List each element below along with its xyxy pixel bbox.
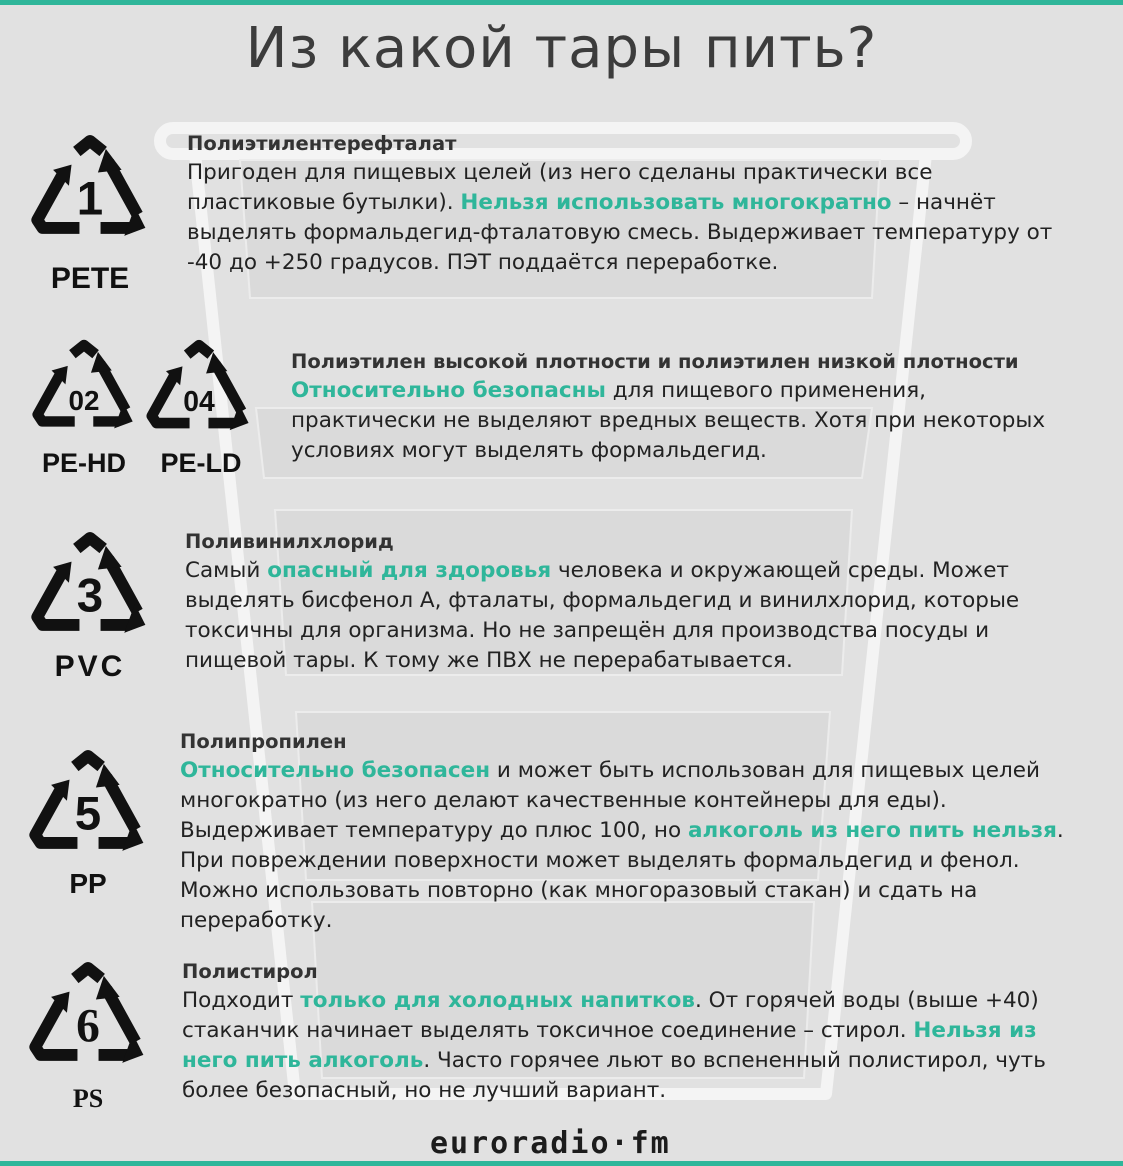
- code-label-pete: PETE: [50, 262, 130, 295]
- section-text: . От горячей воды (выше +40) стаканчик начинает выделять токсичное соединение – стирол.: [182, 988, 1039, 1043]
- code-label-pvc: PVC: [54, 650, 126, 683]
- resin-code-number: 04: [183, 386, 215, 419]
- section-heading: Полипропилен: [180, 730, 347, 753]
- highlight-text: Нельзя использовать многократно: [460, 190, 892, 215]
- recycle-icon-pp: [22, 748, 154, 864]
- resin-code-number: 02: [68, 384, 100, 416]
- recycle-icon-pvc: [24, 530, 156, 646]
- recycle-icon-pe-ld: [140, 338, 258, 442]
- highlight-text: только для холодных напитков: [300, 988, 695, 1013]
- recycle-icon-pe-hd: [26, 338, 142, 440]
- recycle-icon-ps: [22, 960, 154, 1076]
- code-label-pp: PP: [69, 868, 107, 899]
- bottom-accent-bar: [0, 1161, 1123, 1166]
- section-heading: Полиэтилен высокой плотности и полиэтилен низкой плотности: [291, 350, 1019, 373]
- recycle-icon-pete: [24, 133, 156, 249]
- section-heading: Поливинилхлорид: [185, 530, 394, 553]
- section-heading: Полиэтилентерефталат: [187, 132, 457, 155]
- code-label-pe-hd: PE-HD: [41, 448, 126, 478]
- section-text: Пригоден для пищевых целей (из него сделаны практически все пластиковые бутылки).: [187, 160, 933, 215]
- section-text: . Часто горячее льют во вспененный полистирол, чуть более безопасный, но не лучший вариант.: [182, 1048, 1046, 1103]
- highlight-text: опасный для здоровья: [267, 558, 552, 583]
- recycle-triangle-icon: [140, 338, 258, 442]
- section-heading: Полистирол: [182, 960, 318, 983]
- resin-code-number: 5: [74, 787, 102, 841]
- resin-code-number: 6: [76, 1000, 100, 1053]
- highlight-text: Относительно безопасен: [180, 758, 491, 783]
- recycle-triangle-icon: [22, 748, 154, 864]
- section-pvc: [185, 528, 1095, 676]
- highlight-text: Нельзя из него пить алкоголь: [182, 1018, 1037, 1073]
- section-pete: [187, 130, 1087, 278]
- recycle-triangle-icon: [22, 960, 154, 1076]
- recycle-triangle-icon: [24, 530, 156, 646]
- page-title: Из какой тары пить?: [245, 16, 878, 81]
- section-text: человека и окружающей среды. Может выделять бисфенол А, фталаты, формальдегид и винилхлорид, которые токсичны для организма. Но не запрещён для производства посуды и пищевой тары. К тому же ПВХ не перерабатывается.: [185, 558, 1020, 673]
- euroradio-logo: euroradio·fm: [430, 1126, 671, 1161]
- section-pp: [180, 728, 1100, 936]
- highlight-text: алкоголь из него пить нельзя: [687, 818, 1057, 843]
- resin-code-number: 3: [76, 569, 104, 623]
- resin-code-number: 1: [76, 172, 104, 226]
- recycle-triangle-icon: [26, 338, 142, 440]
- section-pe: [291, 348, 1071, 466]
- section-text: для пищевого применения, практически не выделяют вредных веществ. Хотя при некоторых условиях могут выделять формальдегид.: [291, 378, 1046, 463]
- code-label-ps: PS: [72, 1084, 104, 1113]
- recycle-triangle-icon: [24, 133, 156, 249]
- section-text: и может быть использован для пищевых целей многократно (из него делают качественные контейнеры для еды). Выдерживает температуру до плюс 100, но: [180, 758, 1040, 843]
- code-label-pe-ld: PE-LD: [160, 448, 242, 478]
- highlight-text: Относительно безопасны: [291, 378, 606, 403]
- section-ps: [182, 958, 1082, 1106]
- section-text: – начнёт выделять формальдегид-фталатовую смесь. Выдерживает температуру от -40 до +250 градусов. ПЭТ поддаётся переработке.: [187, 190, 1053, 275]
- section-text: Самый: [185, 558, 268, 583]
- section-text: . При повреждении поверхности может выделять формальдегид и фенол. Можно использовать повторно (как многоразовый стакан) и сдать на переработку.: [180, 818, 1064, 933]
- section-text: Подходит: [182, 988, 301, 1013]
